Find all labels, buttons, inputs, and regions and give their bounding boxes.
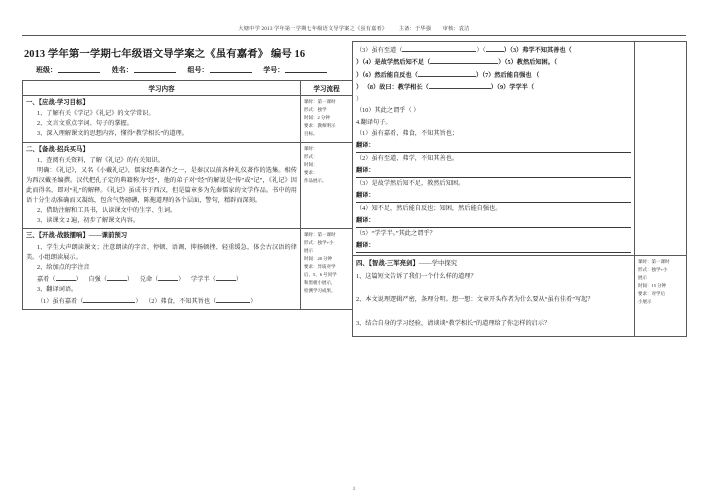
flow-line: 后、5、6 号同学 [304, 272, 337, 278]
section1-content [23, 96, 301, 143]
pinyin-blank[interactable] [56, 273, 76, 281]
running-head-reviewer: 审核：袁洁 [442, 26, 470, 32]
section3-item-2: 2、给加点的字注音 [37, 263, 90, 271]
sentence-3: （3）是故学然后知不足，教然后知困。 [356, 180, 465, 188]
word-blank[interactable] [429, 81, 491, 89]
class-input[interactable] [58, 72, 100, 73]
translate-item: （2）弗食，不知其旨也（ [145, 297, 217, 305]
sentence-1: （1）虽有嘉肴，弗食，不知其旨也； [356, 130, 459, 138]
page-number: 1 [352, 487, 356, 492]
word-item: ）（6）然后能自反也（ [356, 71, 418, 79]
running-head-divider [22, 35, 686, 36]
word-item: ）（5）教然后知困。（ [498, 59, 558, 67]
section3-translate-row: （1）虽有嘉肴（ ） （2）弗食，不知其旨也（ ） [26, 295, 297, 307]
flow-line: 要求：异质对学 [304, 264, 336, 270]
translate-label: 翻译： [356, 141, 375, 149]
word-item-row [356, 94, 631, 105]
translate-blank[interactable] [83, 295, 135, 303]
word-item: ） [356, 95, 363, 103]
running-head [0, 0, 708, 32]
pinyin-blank[interactable] [158, 273, 178, 281]
translate-label: 翻译： [356, 241, 375, 249]
section4-flow [635, 255, 687, 336]
header-flow: 学习流程 [301, 81, 353, 96]
section2-item-3: 3、读课文 2 遍，初步了解课文内容。 [37, 217, 140, 225]
word-item-row [356, 81, 631, 93]
table-row [353, 255, 687, 336]
sentence-2: （2）虽有至道，弗学，不知其善也。 [356, 155, 459, 163]
section3-pinyin-row: 嘉肴（ ） 自强（ ） 兑命（ ） 学学半（ ） [26, 273, 297, 285]
flow-line: 时间：2 分钟 [304, 115, 330, 120]
pinyin-item: 嘉肴（ [37, 275, 56, 283]
section2-paragraph: 明确：《礼记》，又名《小戴礼记》，儒家经典著作之一，是秦汉以前各种礼仪著作的选集。相传为西汉戴圣编撰。汉代把孔子定的典籍称为“经”，他的弟子对“经”的解说是“传”或“记”，《礼记》因此而得名，即对“礼”的解释。《礼记》虽成书于西汉，但是篇章多为先秦儒家的文学作品。书中的用语十分生动准确而又凝练，包含气势磅礴，陈拖道理的各个层面，警句，精辟而深刻。 [26, 166, 297, 205]
flow-line: 课时： [304, 145, 318, 151]
section3-item-1: 1、学生大声朗读课文；注意朗读的字音、停顿、语调、抑扬顿挫、轻重缓急，体会古汉语的律美。小组朗读展示。 [26, 243, 297, 261]
section4-question-1: 1、这篇短文告诉了我们一个什么样的道理？ [356, 272, 477, 280]
word-items-and-translations [353, 42, 635, 256]
word-item-row [356, 56, 631, 68]
section3-heading: 三、【开战-战鼓擂响】——课前预习 [26, 232, 128, 240]
flow-line: 检测学习成果。 [304, 288, 336, 294]
flow-line: 形式：独学+小 [638, 266, 668, 272]
flow-line: 和黑板小展示， [304, 280, 336, 286]
word-blank[interactable] [402, 44, 476, 52]
pinyin-item: 兑命（ [139, 275, 159, 283]
word-item: （10）其此之谓乎（ ） [356, 107, 420, 115]
group-input[interactable] [210, 72, 252, 73]
right-flow-empty [635, 42, 687, 256]
left-worksheet-table [22, 80, 353, 310]
class-label: 班级： [36, 66, 57, 74]
section1-item-1: 1、了解有关《学记》《礼记》的文学常识。 [37, 110, 155, 118]
section1-heading: 一、【应战-学习目标】 [26, 99, 89, 106]
translate-label: 翻译： [356, 191, 375, 199]
section3-flow [301, 229, 353, 310]
section4-question-2: 2、本文说理逻辑严密，条理分明。想一想：文章开头作者为什么要从“虽有佳肴”写起？ [356, 296, 594, 304]
translate-label: 翻译： [356, 216, 375, 224]
section4-question-3: 3、结合自身的学习经验，请谈谈“教学相长”的道理给了你怎样的启示？ [356, 319, 551, 327]
flow-line: 作品展示。 [304, 177, 327, 183]
word-blank[interactable] [418, 69, 476, 77]
word-item-row [356, 105, 631, 116]
table-row [23, 96, 353, 143]
section1-item-3: 3、深入理解课文的思想内容，懂得“教学相长”的道理。 [37, 130, 188, 138]
pinyin-item: 自强（ [88, 275, 107, 283]
running-head-editor: 主备：于华强 [398, 26, 432, 32]
flow-line: 课时：第一课时 [304, 99, 336, 104]
translate-answer-line [356, 190, 631, 203]
word-item: ）（7）然后能自强也 （ [475, 71, 540, 79]
running-head-school: 大塘中学 2013 学年第一学期七年级语文导学案之《虽有嘉肴》 [238, 26, 388, 32]
flow-line: 时间：15 分钟 [638, 282, 667, 288]
word-item-row [356, 44, 631, 56]
pinyin-item: 学学半（ [191, 275, 216, 283]
translate-answer-line [356, 240, 631, 253]
translate-label: 翻译： [356, 166, 375, 174]
answer-space[interactable] [356, 329, 631, 334]
sentence-4: （4）知不足，然后能自反也；知困，然后能自强也。 [356, 205, 502, 213]
flow-line: 时间：20 分钟 [304, 256, 333, 262]
flow-line: 形式：独学+小 [304, 240, 334, 246]
translate-item: （1）虽有嘉肴（ [37, 297, 84, 305]
word-item-row [356, 69, 631, 81]
section2-heading: 二、【备战-招兵买马】 [26, 145, 89, 153]
flow-line: 要求： [304, 169, 318, 175]
section4-heading-suffix: ——学中探究 [418, 259, 458, 267]
word-item: ）（4）是故学然后知不足（ [356, 59, 431, 67]
section4-heading-main: 四、【智战-三军亮剑】 [356, 259, 419, 267]
flow-line: 展示 [638, 274, 647, 280]
section3-content [23, 229, 301, 310]
table-header-row [23, 81, 353, 96]
flow-line: 课时：第一课时 [638, 258, 670, 264]
section4-content [353, 255, 635, 336]
pinyin-blank[interactable] [107, 273, 127, 281]
translate-blank[interactable] [216, 295, 250, 303]
word-item: （3）虽有至道（ [356, 47, 403, 54]
pinyin-blank[interactable] [216, 273, 236, 281]
flow-line: 形式： [304, 153, 318, 159]
section2-content [23, 142, 301, 229]
table-row [353, 42, 687, 256]
flow-line: 目标。 [304, 131, 318, 136]
translate-answer-line [356, 140, 631, 153]
word-blank[interactable] [486, 44, 504, 52]
student-meta-row [22, 60, 352, 80]
table-row [23, 229, 353, 310]
name-label: 姓名： [111, 66, 133, 74]
word-blank[interactable] [430, 56, 498, 64]
section1-item-2: 2、文言文重点字词、句子的掌握。 [37, 120, 133, 128]
flow-line: 课时：第一课时 [304, 232, 336, 238]
flow-line: 形式：独学 [304, 107, 327, 112]
section2-item-1: 1、查阅有关资料，了解《礼记》的有关知识。 [37, 156, 164, 164]
page-title: 2013 学年第一学期七年级语文导学案之《虽有嘉肴》 编号 16 [24, 49, 306, 60]
section2-flow [301, 142, 353, 229]
section3-item-3: 3、翻译词语。 [37, 285, 78, 293]
section1-flow [301, 96, 353, 143]
right-worksheet-table [352, 41, 687, 337]
word-item: ）（ [476, 47, 486, 54]
word-item: ）（3）弗学不知其善也（ [503, 47, 572, 54]
student-no-label: 学号： [263, 66, 285, 74]
translate-answer-line [356, 215, 631, 228]
answer-space[interactable] [356, 306, 631, 318]
right-column [352, 41, 686, 337]
word-item: ）（9）学学半（ [490, 84, 535, 92]
section2-item-2: 2、借助注解和工具书，认读课文中的生字、生词。 [37, 207, 177, 215]
page-columns [22, 41, 686, 337]
flow-line: 要求：教师明示 [304, 123, 336, 128]
translate-answer-line [356, 165, 631, 178]
sentence-5: （5）“学学半。”其此之谓乎？ [356, 230, 436, 238]
flow-line: 时间： [304, 161, 318, 167]
left-column [22, 41, 352, 337]
header-content: 学习内容 [23, 81, 301, 96]
flow-line: 小展示 [638, 298, 652, 304]
student-no-input[interactable] [285, 72, 327, 73]
flow-line: 展示 [304, 248, 313, 254]
section4-heading [356, 258, 631, 270]
translate-heading: 4.翻译句子。 [356, 118, 392, 126]
word-item: ） （8）故曰：教学相长（ [356, 84, 429, 92]
answer-space[interactable] [356, 282, 631, 294]
table-row [23, 142, 353, 229]
name-input[interactable] [134, 72, 176, 73]
group-label: 组号： [187, 66, 209, 74]
flow-line: 要求：对学后 [638, 290, 665, 296]
